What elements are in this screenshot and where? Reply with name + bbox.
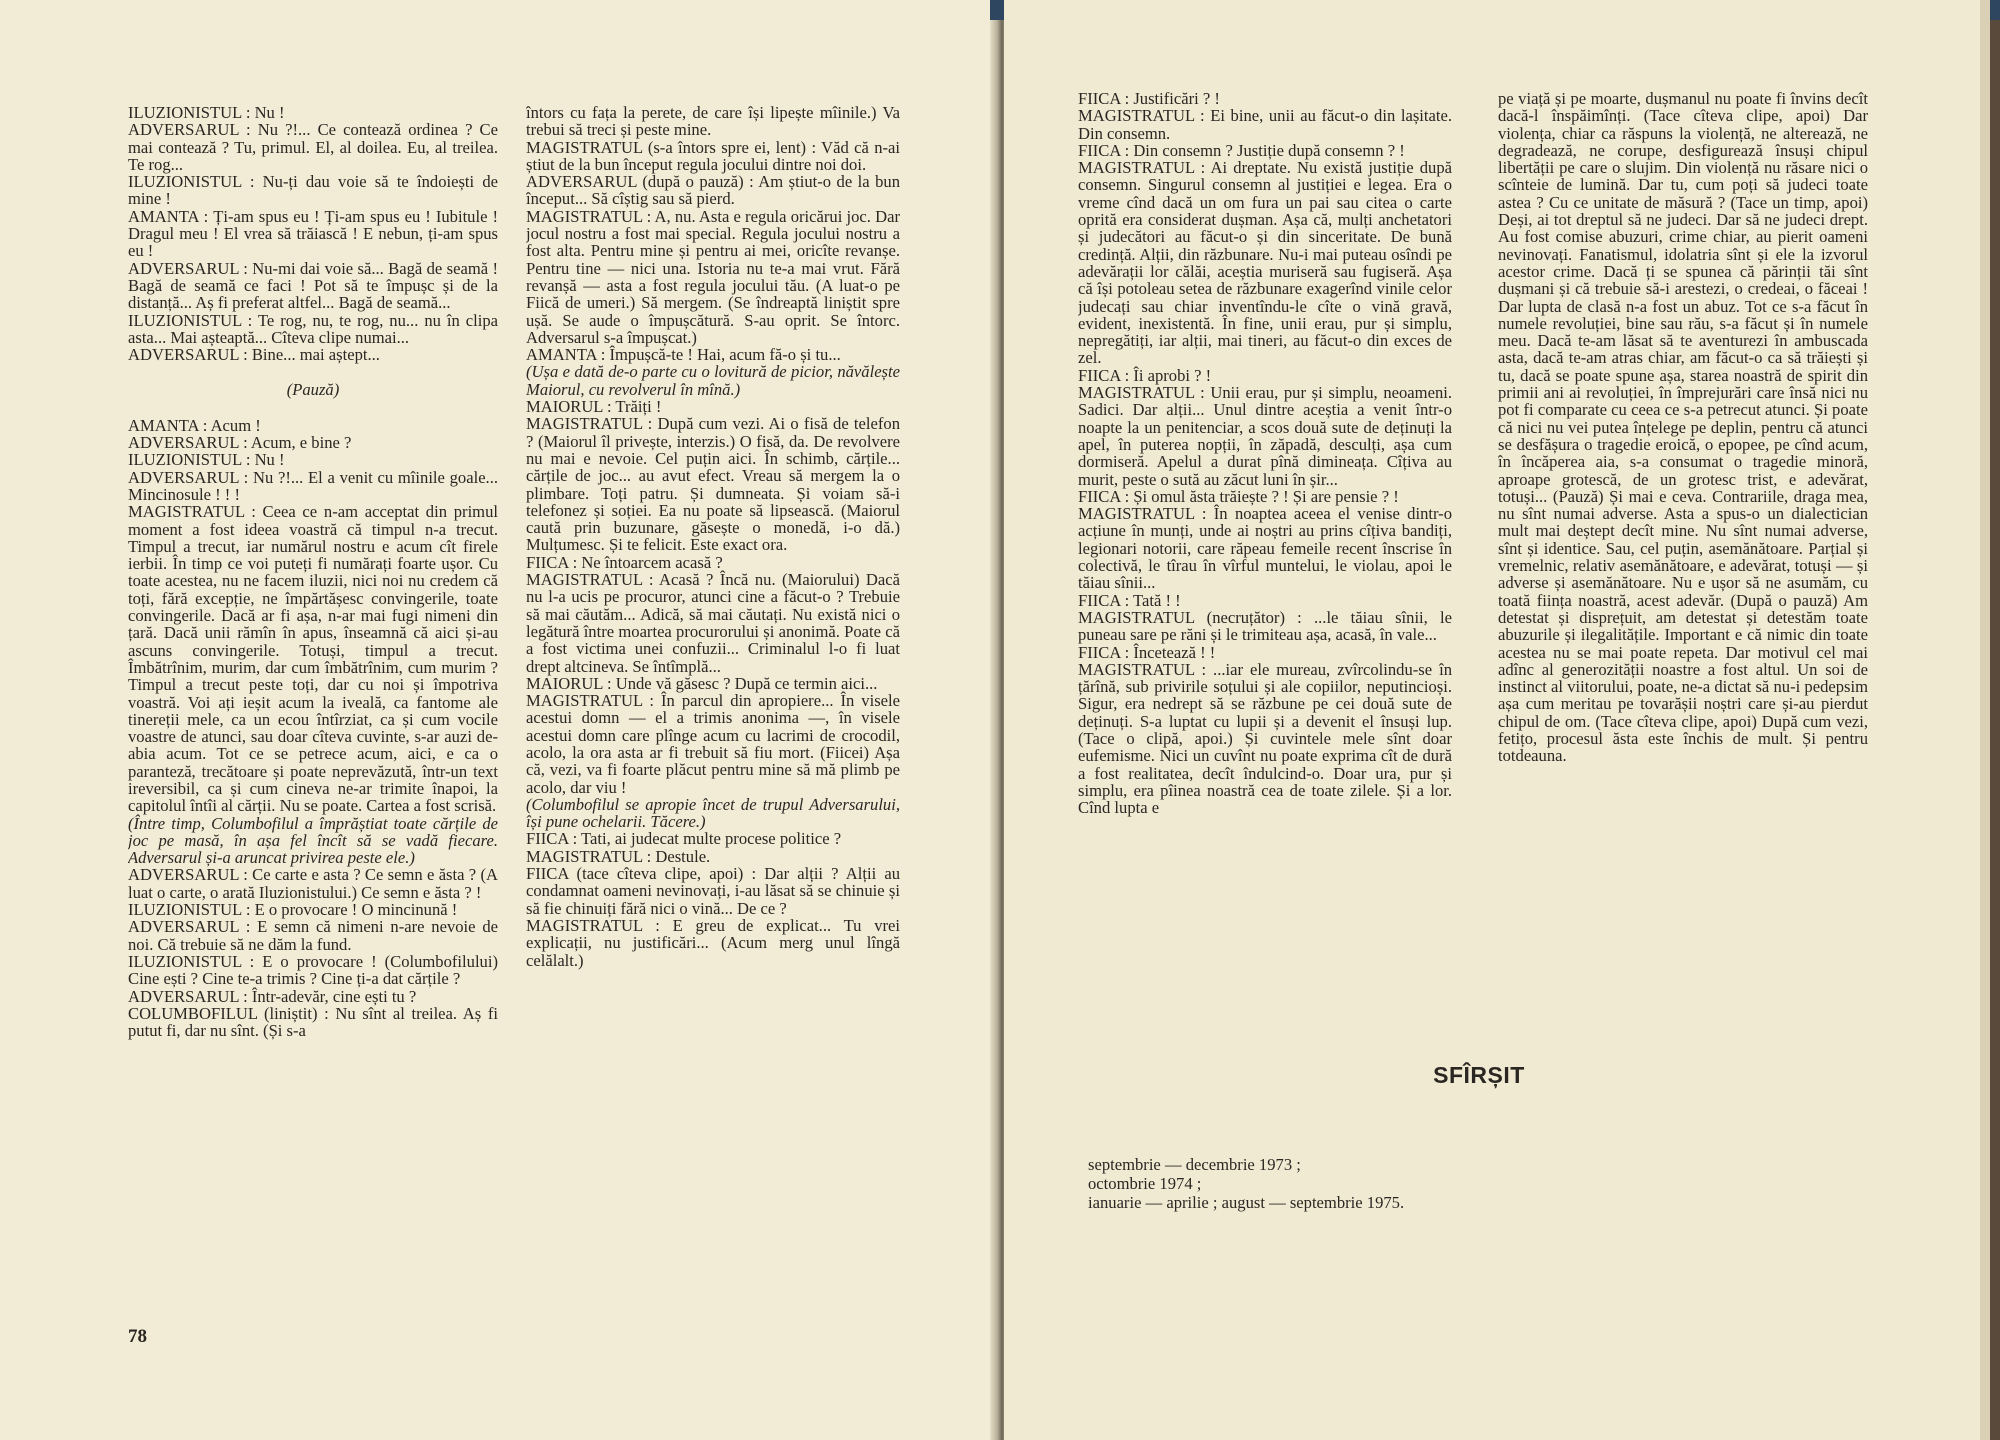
right-page [1004,0,1990,1440]
paragraph: MAGISTRATUL : În noaptea aceea el venise dintr-o acțiune în munți, unde ai noștri au prins cîțiva bandiți, legionari notorii, care răpeau femeile recent înscrise în colectivă, le tîrau în vîrful muntelui, le violau, apoi le tăiau sînii... [1078,504,1452,593]
paragraph: FIICA : Justificări ? ! [1078,90,1220,108]
paragraph: ILUZIONISTUL : E o provocare ! (Columbofilului) Cine ești ? Cine te-a trimis ? Cine ți-a dat cărțile ? [128,951,498,989]
date-line: septembrie — decembrie 1973 ; [1088,1155,1301,1174]
paragraph: FIICA : Încetează ! ! [1078,642,1216,662]
paragraph: FIICA : Îi aprobi ? ! [1078,365,1212,385]
paragraph: AMANTA : Ți-am spus eu ! Ți-am spus eu ! Iubitule ! Dragul meu ! El vrea să trăiască ! E nebun, ți-am spus eu ! [128,206,498,261]
paragraph: MAGISTRATUL (necruțător) : ...le tăiau sînii, le puneau sare pe răni și le trimiteau așa, acasă, în vale... [1078,607,1452,645]
date-line: ianuarie — aprilie ; august — septembrie 1975. [1088,1193,1405,1212]
paragraph: ILUZIONISTUL : Nu ! [128,104,285,122]
paragraph: ILUZIONISTUL : E o provocare ! O mincinună ! [128,900,458,920]
paragraph: ADVERSARUL : Nu-mi dai voie să... Bagă de seamă ! Bagă de seamă ce faci ! Pot să te împușc și de la distanță... Aș fi preferat altfel... Bagă de seamă... [128,258,498,313]
paragraph: întors cu fața la perete, de care își lipește mîinile.) Va trebui să treci și peste mine. [526,104,900,140]
stage-direction: (Ușa e dată de-o parte cu o lovitură de picior, năvălește Maiorul, cu revolverul în mînă.) [526,362,900,399]
paragraph: MAGISTRATUL : Ei bine, unii au făcut-o din lașitate. Din consemn. [1078,106,1452,143]
paragraph: ADVERSARUL : Nu ?!... El a venit cu mîinile goale... Mincinosule ! ! ! [128,467,498,504]
paragraph: AMANTA : Acum ! [128,415,261,435]
paragraph: MAGISTRATUL : ...iar ele mureau, zvîrcolindu-se în țărînă, sub privirile soțului și ale copiilor, neputincioși. Sigur, era nedrept să se răzbune pe cei două sute de deținuți. S-a luptat cu lupii și a devenit el însuși lup. (Tace o clipă, apoi.) Și cuvintele mele sînt doar eufemisme. Nici un cuvînt nu poate exprima cît de dură a fost realitatea, decît îndulcind-o. Doar ura, pur și simplu, era pîinea noastră cea de toate zilele. Și a lor. Cînd lupta e [1078,659,1452,818]
paragraph: FIICA : Din consemn ? Justiție după consemn ? ! [1078,140,1405,160]
paragraph: MAGISTRATUL : A, nu. Asta e regula oricărui joc. Dar jocul nostru a fost mai special. Regula jocului nostru a fost alta. Pentru mine și pentru ai mei, oricîte revanșe. Pentru tine — nici una. Istoria nu te-a mai vrut. Fără revanșă — asta a fost regula jocului tău. (A luat-o pe Fiică de umeri.) Să mergem. (Se îndreaptă liniștit spre ușă. Se aude o împușcătură. S-au oprit. Se întorc. Adversarul s-a împușcat.) [526,206,900,347]
stage-direction: (Între timp, Columbofilul a împrăștiat toate cărțile de joc pe masă, în așa fel încît să se vadă fiecare. Adversarul și-a aruncat privirea peste ele.) [128,813,498,868]
paragraph: ADVERSARUL : Bine... mai aștept... [128,345,380,365]
paragraph: MAIORUL : Unde vă găsesc ? După ce termin aici... [526,673,878,693]
writing-dates [1088,1155,1458,1212]
paragraph: ILUZIONISTUL : Nu ! [128,450,285,470]
left-column-2 [526,104,900,1344]
paragraph: MAGISTRATUL : Ai dreptate. Nu există justiție după consemn. Singurul consemn al justiției e legea. Era o vreme cînd dacă un om fura un pai sau citea o carte oprită era considerat dușman. Așa că, mulți anchetatori și judecători au făcut-o și din sinceritate. De bună credință. Alții, din răzbunare. Nu-i mai puteau osîndi pe adevărații lor călăi, aceștia muriseră sau fugiseră. Așa că își potoleau setea de răzbunare exagerînd vinile celor judecați sau chiar inventîndu-le cîte o vină gravă, evident, inexistentă. În fine, unii erau, pur și simplu, nepregătiți, iar alții, mai tineri, au făcut-o din exces de zel. [1078,158,1452,368]
paragraph: AMANTA : Împușcă-te ! Hai, acum fă-o și tu... [526,345,841,365]
page-edge [1980,0,1990,1440]
paragraph: ADVERSARUL : Nu ?!... Ce contează ordinea ? Ce mai contează ? Tu, primul. El, al doilea. Eu, al treilea. Te rog... [128,120,498,174]
stage-direction: (Columbofilul se apropie încet de trupul Adversarului, își pune ochelarii. Tăcere.) [526,794,900,832]
paragraph: ILUZIONISTUL : Te rog, nu, te rog, nu... nu în clipa asta... Mai așteaptă... Cîteva clipe numai... [128,310,498,347]
page-number: 78 [128,1326,147,1347]
paragraph: ADVERSARUL : Ce carte e asta ? Ce semn e ăsta ? (A luat o carte, o arată Iluzionistului.) Ce semn e ăsta ? ! [128,865,498,902]
paragraph: ILUZIONISTUL : Nu-ți dau voie să te îndoiești de mine ! [128,172,498,209]
paragraph: MAIORUL : Trăiți ! [526,397,662,417]
right-column-1 [1078,90,1452,1120]
paragraph: FIICA : Și omul ăsta trăiește ? ! Și are pensie ? ! [1078,486,1399,506]
paragraph: MAGISTRATUL : Unii erau, pur și simplu, neoameni. Sadici. Dar alții... Unul dintre aceștia a venit într-o noapte la un penitenciar, a scos două sute de deținuți la apel, în puterea nopții, în zăpadă, desculți, așa cum dormiseră. Apelul a durat pînă dimineața. Cîțiva au murit, peste o sută au zăcut luni în șir... [1078,383,1452,489]
paragraph: MAGISTRATUL : După cum vezi. Ai o fisă de telefon ? (Maiorul îl privește, interzis.) O fisă, da. De revolvere nu mai e nevoie. Cel puțin aici. În schimb, cărțile... cărțile de joc... au avut efect. Vreau să mergem la o plimbare. Toți patru. Și dumneata. Și voiam să-i telefonez și soției. Ea nu poate să lipsească. (Maiorul caută prin buzunare, găsește o monedă, i-o dă.) Mulțumesc. Și te felicit. Este exact ora. [526,414,900,555]
left-column-1 [128,104,498,1344]
stage-direction-pause: (Pauză) [286,380,340,400]
paragraph: ADVERSARUL : Într-adevăr, cine ești tu ? [128,986,417,1006]
paragraph: MAGISTRATUL : În parcul din apropiere... În visele acestui domn — el a trimis anonima —, în visele acestui domn care plînge acum cu lacrimi de crocodil, acolo, la ora asta ar fi trebuit să fiu mort. (Fiicei) Așa că, vezi, va fi foarte plăcut pentru mine să mă plimb pe acolo, dar viu ! [526,691,900,797]
paragraph: ADVERSARUL : Acum, e bine ? [128,433,352,453]
paragraph: MAGISTRATUL : E greu de explicat... Tu vrei explicații, nu justificări... (Acum merg unul lîngă celălalt.) [526,915,900,970]
paragraph: MAGISTRATUL : Ceea ce n-am acceptat din primul moment a fost ideea voastră că timpul n-a trecut. Timpul a trecut, iar numărul nostru e acum cît firele ierbii. În timp ce voi puteți fi numărați foarte ușor. Cu toate acestea, nu ne facem iluzii, nici noi nu credem că toți, fără excepție, ne împărtășesc convingerile, toate convingerile. Dacă ar fi așa, n-ar mai fugi nimeni din țară. Dacă unii rămîn în apus, înseamnă că aici și-au ascuns convingerile. Totuși, timpul a trecut. Îmbătrînim, murim, dar cum îmbătrînim, cum murim ? Timpul a trecut peste toți, dar cu noi și împotriva voastră. Voi ați ieșit acum la iveală, ca fantome ale tinereții mele, ca un ecou întîrziat, ca și cum vocile voastre de atunci, sau doar cîteva cuvinte, s-ar auzi de-abia acum. Tot ce se petrece acum, aici, e ca o paranteză, trecătoare și poate neprevăzută, într-un text ireversibil, ca și cum cineva ne-ar trimite înapoi, la capitolul întîi al cărții. Nu se poate. Cartea a fost scrisă. [128,502,498,816]
paragraph: MAGISTRATUL : Acasă ? Încă nu. (Maiorului) Dacă nu l-a ucis pe procuror, atunci cine a făcut-o ? Trebuie să mai căutăm... Adică, să mai căutați. Nu există nici o legătură între moartea procurorului și anonimă. Poate că a fost victima unei confuzii... Criminalul l-o fi luat drept altcineva. Se întîmplă... [526,570,900,676]
end-title: SFÎRȘIT [1433,1062,1525,1088]
paragraph: ADVERSARUL (după o pauză) : Am știut-o de la bun început... Să cîștig sau să pierd. [526,172,900,209]
paragraph: MAGISTRATUL (s-a întors spre ei, lent) : Văd că n-ai știut de la bun început regula jocului dintre noi doi. [526,137,900,174]
paragraph: FIICA : Tată ! ! [1078,590,1181,610]
paragraph: FIICA (tace cîteva clipe, apoi) : Dar alții ? Alții au condamnat oameni nevinovați, i-au lăsat să se chinuie și să fie chinuiți fără nici o vină... De ce ? [526,864,900,918]
paragraph: pe viață și pe moarte, dușmanul nu poate fi învins decît dacă-l înspăimînți. (Tace cîteva clipe, apoi) Dar violența, chiar ca răspuns la violență, ne alterează, ne degradează, ne corupe, desfigurează însuși chipul libertății pe care o slujim. Din violență nu răsare nici o scînteie de lumină. Dar tu, cum poți să judeci toate astea ? Cu ce unitate de măsură ? (Tace un timp, apoi) Deși, ai tot dreptul să ne judeci. Dar să ne judeci drept. Au fost comise abuzuri, crime chiar, au pierit oameni nevinovați. Fanatismul, idolatria sînt și ele la izvorul acestor crime. Dacă ți se spunea că părinții tăi sînt dușmani și că trebuie să-i arestezi, o credeai, o făceai ! Dar lupta de clasă n-a fost un abuz. Tot ce s-a făcut în numele revoluției, bine sau rău, s-a făcut și în numele meu. Dacă te-am lăsat să te aventurezi în ambuscada asta, dacă te-am atras chiar, am făcut-o ca să trăiești și tu, dacă se poate spune așa, starea noastră de spirit din primii ani ai revoluției, în împrejurări care însă nici nu pot fi comparate cu ceea ce s-a petrecut atunci. Și poate că nici nu vei putea înțelege pe deplin, pentru că atunci se desfășura o tragedie eroică, o epopee, pe cînd acum, în încăperea aia, s-a consumat o tragedie minoră, aproape grotescă, de un grotesc trist, e adevărat, totuși... (Pauză) Și mai e ceva. Contrariile, draga mea, nu sînt numai adverse. Asta a spus-o un dialectician mult mai deștept decît mine. Nu sînt numai adverse, sînt și identice. Sau, cel puțin, asemănătoare. Parțial și vremelnic, relativ asemănătoare, e adevărat, totuși — și adverse și asemănătoare. Nu e ușor să ne asumăm, cu toată ființa noastră, acest adevăr. (După o pauză) Am detestat și disprețuit, am detestat și detestăm toate abuzurile și ilegalitățile. Important e că nimic din toate acestea nu se mai poate repeta. Dar motivul cel mai adînc al generozității noastre a fost altul. Un soi de instinct al viitorului, poate, ne-a dictat să nu-i pedepsim așa cum meritau pe tovarășii noștri care și-au pierdut chipul de om. (Tace cîteva clipe, apoi) După cum vezi, fetițo, procesul ăsta este închis de mult. Și pentru totdeauna. [1498,90,1868,766]
paragraph: FIICA : Tati, ai judecat multe procese politice ? [526,829,842,849]
paragraph: FIICA : Ne întoarcem acasă ? [526,552,723,572]
left-page [0,0,996,1440]
right-column-2 [1498,90,1868,1120]
paragraph: COLUMBOFILUL (liniștit) : Nu sînt al treilea. Aș fi putut fi, dar nu sînt. (Și s-a [128,1003,498,1041]
paragraph: ADVERSARUL : E semn că nimeni n-are nevoie de noi. Că trebuie să ne dăm la fund. [128,917,498,954]
date-line: octombrie 1974 ; [1088,1174,1202,1193]
paragraph: MAGISTRATUL : Destule. [526,846,711,866]
